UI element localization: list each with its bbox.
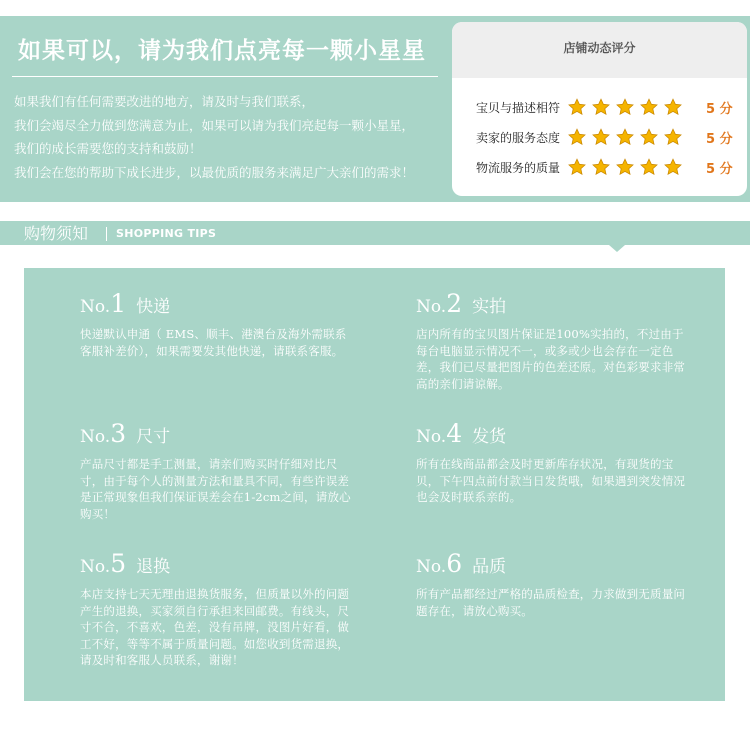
tip-express bbox=[80, 290, 352, 359]
rating-score: 5 分 bbox=[706, 161, 733, 177]
tip-no: No. bbox=[80, 557, 111, 577]
tip-no: No. bbox=[416, 557, 447, 577]
star-icon bbox=[616, 128, 634, 146]
page-headline: 如果可以，请为我们点亮每一颗小星星 bbox=[18, 38, 426, 64]
tip-label: 快递 bbox=[136, 297, 171, 317]
tip-returns bbox=[80, 550, 352, 669]
shopping-tips-bar bbox=[0, 221, 750, 245]
rating-row-service bbox=[476, 126, 733, 148]
tip-body: 快递默认申通（ EMS、顺丰、港澳台及海外需联系客服补差价），如果需要发其他快递，请联系客服。 bbox=[80, 327, 347, 358]
star-icon bbox=[640, 158, 658, 176]
tip-quality bbox=[416, 550, 688, 619]
tip-label: 品质 bbox=[472, 557, 507, 577]
rating-label: 宝贝与描述相符 bbox=[476, 100, 561, 115]
tip-label: 尺寸 bbox=[136, 427, 171, 447]
star-icon bbox=[664, 158, 682, 176]
rating-row-description bbox=[476, 96, 733, 118]
tip-label: 退换 bbox=[136, 557, 171, 577]
intro-line: 我们的成长需要您的支持和鼓励！ bbox=[14, 141, 202, 156]
tip-number: 6 bbox=[446, 549, 463, 578]
tip-body: 所有产品都经过严格的品质检查，力求做到无质量问题存在，请放心购买。 bbox=[416, 587, 686, 618]
tip-heading bbox=[416, 420, 688, 448]
tip-no: No. bbox=[416, 427, 447, 447]
rating-label: 卖家的服务态度 bbox=[476, 130, 561, 145]
star-icon bbox=[592, 98, 610, 116]
tip-number: 2 bbox=[446, 289, 463, 318]
headline-divider bbox=[12, 76, 438, 77]
tip-number: 1 bbox=[110, 289, 127, 318]
tip-no: No. bbox=[80, 297, 111, 317]
tip-number: 4 bbox=[446, 419, 463, 448]
tip-body: 产品尺寸都是手工测量，请亲们购买时仔细对比尺寸，由于每个人的测量方法和量具不同，有些许误差是正常现象但我们保证误差会在1-2cm之间，请放心购买！ bbox=[80, 457, 351, 521]
shop-rating-card bbox=[452, 22, 747, 196]
shopping-tips-title: 购物须知 bbox=[24, 224, 89, 243]
pointer-arrow bbox=[609, 245, 625, 252]
tip-no: No. bbox=[80, 427, 111, 447]
intro-line: 如果我们有任何需要改进的地方，请及时与我们联系， bbox=[14, 94, 315, 109]
tip-heading bbox=[80, 420, 352, 448]
shopping-tips-subtitle: SHOPPING TIPS bbox=[116, 227, 217, 240]
intro-line: 我们会竭尽全力做到您满意为止，如果可以请为我们亮起每一颗小星星， bbox=[14, 117, 415, 133]
tip-number: 5 bbox=[110, 549, 127, 578]
tip-heading bbox=[80, 550, 352, 578]
star-icon bbox=[616, 158, 634, 176]
rating-label: 物流服务的质量 bbox=[476, 160, 561, 175]
tip-number: 3 bbox=[110, 419, 127, 448]
rating-row-logistics bbox=[476, 156, 733, 178]
star-icon bbox=[616, 98, 634, 116]
tip-real-photo bbox=[416, 290, 688, 392]
star-icon bbox=[568, 98, 586, 116]
star-rating bbox=[568, 128, 688, 146]
star-icon bbox=[640, 98, 658, 116]
title-separator bbox=[106, 227, 107, 241]
star-icon bbox=[640, 128, 658, 146]
tip-body: 店内所有的宝贝图片保证是100%实拍的，不过由于每台电脑显示情况不一，或多或少也会存在一定色差，我们已尽量把图片的色差还原。对色彩要求非常高的亲们请谅解。 bbox=[416, 327, 686, 391]
tip-no: No. bbox=[416, 297, 447, 317]
intro-line: 我们会在您的帮助下成长进步，以最优质的服务来满足广大亲们的需求！ bbox=[14, 164, 415, 180]
tip-heading bbox=[80, 290, 352, 318]
star-rating bbox=[568, 98, 688, 116]
star-icon bbox=[664, 128, 682, 146]
star-rating bbox=[568, 158, 688, 176]
star-icon bbox=[592, 128, 610, 146]
rating-card-title: 店铺动态评分 bbox=[452, 22, 747, 78]
star-icon bbox=[568, 158, 586, 176]
tip-label: 发货 bbox=[472, 427, 507, 447]
star-icon bbox=[568, 128, 586, 146]
tip-shipping bbox=[416, 420, 688, 506]
tip-heading bbox=[416, 290, 688, 318]
tip-label: 实拍 bbox=[472, 297, 507, 317]
star-icon bbox=[664, 98, 682, 116]
shopping-tips-panel bbox=[24, 268, 725, 701]
star-icon bbox=[592, 158, 610, 176]
tip-size bbox=[80, 420, 352, 522]
intro-text bbox=[14, 90, 414, 184]
tip-body: 所有在线商品都会及时更新库存状况，有现货的宝贝，下午四点前付款当日发货哦，如果遇到突发情况也会及时联系亲的。 bbox=[416, 457, 686, 504]
tip-body: 本店支持七天无理由退换货服务，但质量以外的问题产生的退换，买家须自行承担来回邮费。有线头，尺寸不合，不喜欢，色差，没有吊牌，没图片好看，做工不好，等等不属于质量问题。如您收到货需退换，请及时和客服人员联系，谢谢！ bbox=[80, 587, 350, 667]
rating-score: 5 分 bbox=[706, 101, 733, 117]
tip-heading bbox=[416, 550, 688, 578]
rating-score: 5 分 bbox=[706, 131, 733, 147]
